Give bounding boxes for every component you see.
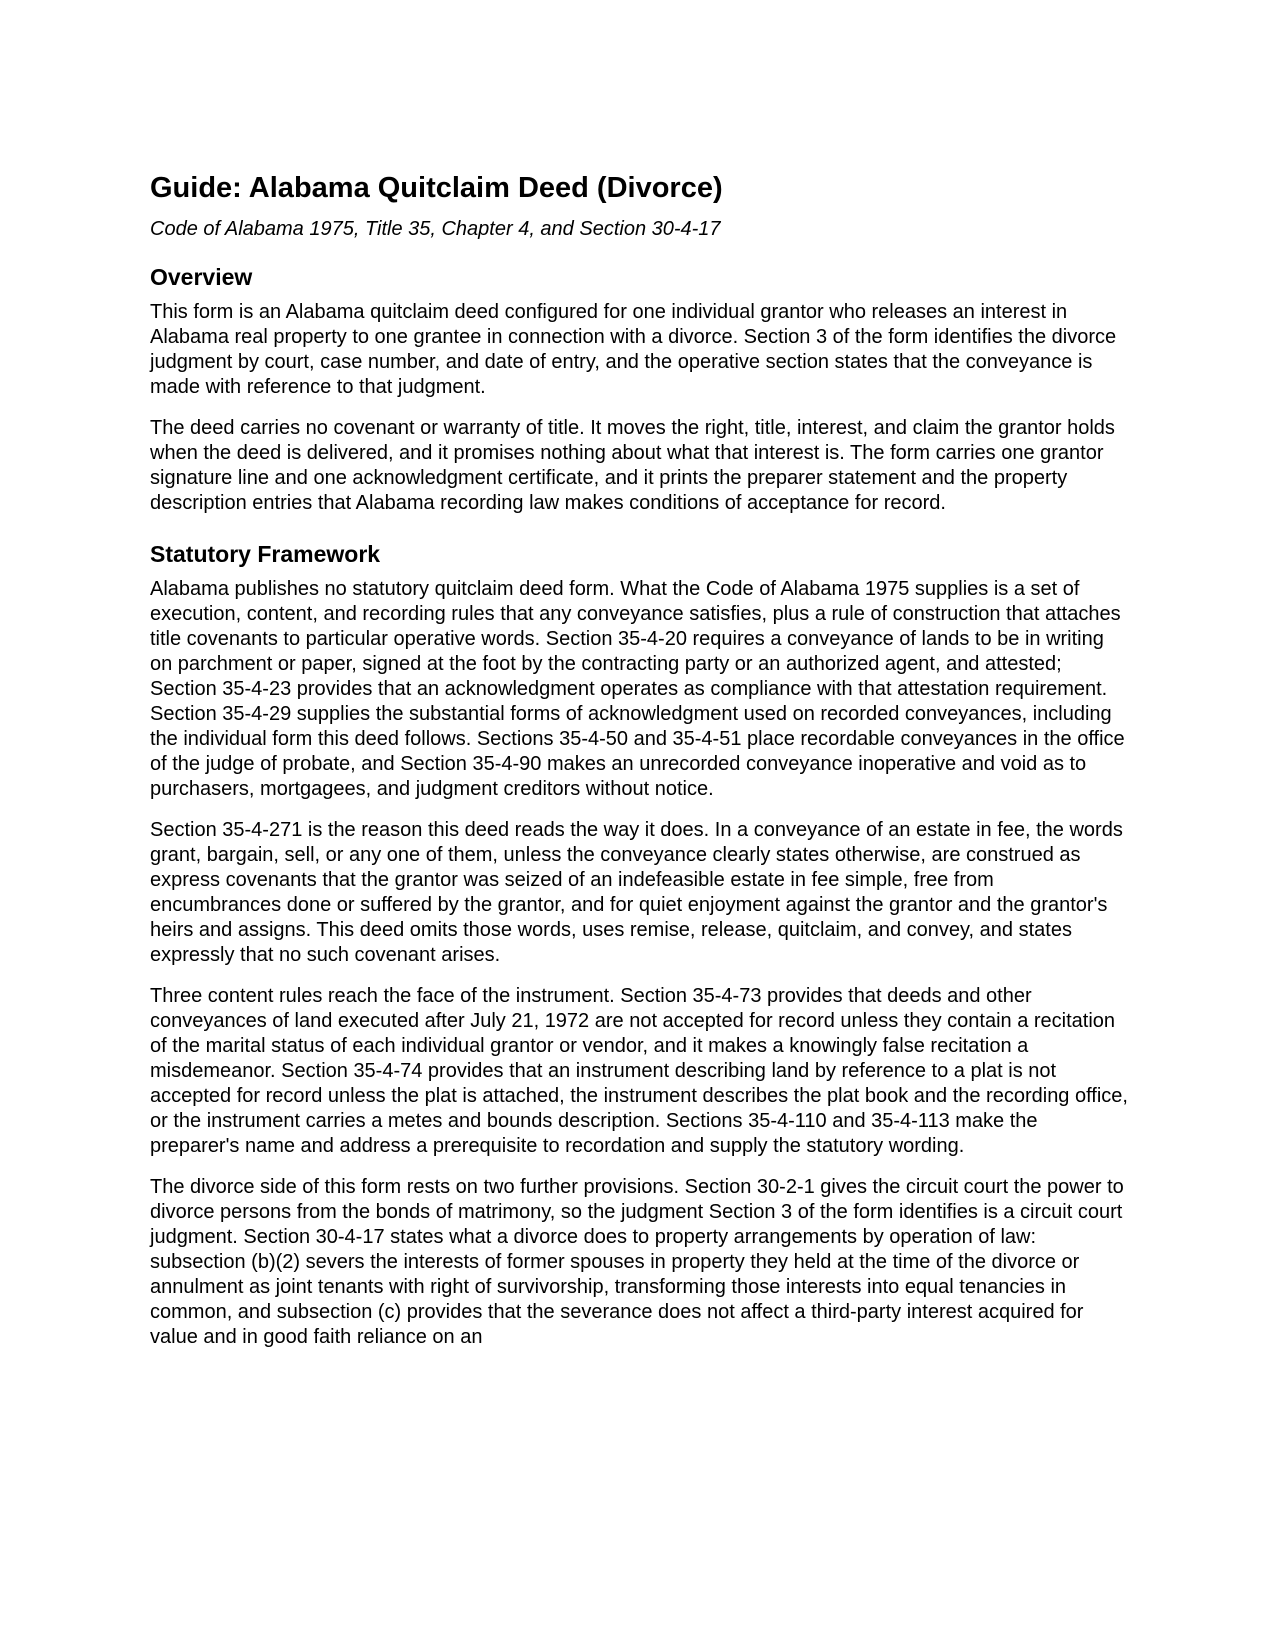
document-page [150,170,1130,1350]
overview-paragraph: The deed carries no covenant or warranty of title. It moves the right, title, interest, and claim the grantor holds when the deed is delivered, and it promises nothing about what that interest is. The form carries one grantor signature line and one acknowledgment certificate, and it prints the preparer statement and the property description entries that Alabama recording law makes conditions of acceptance for record. [150,417,1115,514]
statutory-framework-heading: Statutory Framework [150,541,381,567]
document-subtitle: Code of Alabama 1975, Title 35, Chapter 4, and Section 30-4-17 [150,218,721,240]
statutory-paragraph: The divorce side of this form rests on two further provisions. Section 30-2-1 gives the circuit court the power to divorce persons from the bonds of matrimony, so the judgment Section 3 of the form identifies is a circuit court judgment. Section 30-4-17 states what a divorce does to property arrangements by operation of law: subsection (b)(2) severs the interests of former spouses in property they held at the time of the divorce or annulment as joint tenants with right of survivorship, transforming those interests into equal tenancies in common, and subsection (c) provides that the severance does not affect a third-party interest acquired for value and in good faith reliance on an [150,1176,1124,1348]
statutory-paragraph: Section 35-4-271 is the reason this deed reads the way it does. In a conveyance of an estate in fee, the words grant, bargain, sell, or any one of them, unless the conveyance clearly states otherwise, are construed as express covenants that the grantor was seized of an indefeasible estate in fee simple, free from encumbrances done or suffered by the grantor, and for quiet enjoyment against the grantor and the grantor's heirs and assigns. This deed omits those words, uses remise, release, quitclaim, and convey, and states expressly that no such covenant arises. [150,819,1123,966]
overview-section [150,262,1130,516]
document-title: Guide: Alabama Quitclaim Deed (Divorce) [150,172,723,204]
overview-heading: Overview [150,264,253,290]
statutory-paragraph: Three content rules reach the face of the instrument. Section 35-4-73 provides that deeds and other conveyances of land executed after July 21, 1972 are not accepted for record unless they contain a recitation of the marital status of each individual grantor or vendor, and it makes a knowingly false recitation a misdemeanor. Section 35-4-74 provides that an instrument describing land by reference to a plat is not accepted for record unless the plat is attached, the instrument describes the plat book and the recording office, or the instrument carries a metes and bounds description. Sections 35-4-110 and 35-4-113 make the preparer's name and address a prerequisite to recordation and supply the statutory wording. [150,985,1128,1157]
overview-paragraph: This form is an Alabama quitclaim deed configured for one individual grantor who releases an interest in Alabama real property to one grantee in connection with a divorce. Section 3 of the form identifies the divorce judgment by court, case number, and date of entry, and the operative section states that the conveyance is made with reference to that judgment. [150,301,1117,398]
statutory-paragraph: Alabama publishes no statutory quitclaim deed form. What the Code of Alabama 1975 supplies is a set of execution, content, and recording rules that any conveyance satisfies, plus a rule of construction that attaches title covenants to particular operative words. Section 35-4-20 requires a conveyance of lands to be in writing on parchment or paper, signed at the foot by the contracting party or an authorized agent, and attested; Section 35-4-23 provides that an acknowledgment operates as compliance with that attestation requirement. Section 35-4-29 supplies the substantial forms of acknowledgment used on recorded conveyances, including the individual form this deed follows. Sections 35-4-50 and 35-4-51 place recordable conveyances in the office of the judge of probate, and Section 35-4-90 makes an unrecorded conveyance inoperative and void as to purchasers, mortgagees, and judgment creditors without notice. [150,578,1125,800]
statutory-framework-section [150,539,1130,1350]
